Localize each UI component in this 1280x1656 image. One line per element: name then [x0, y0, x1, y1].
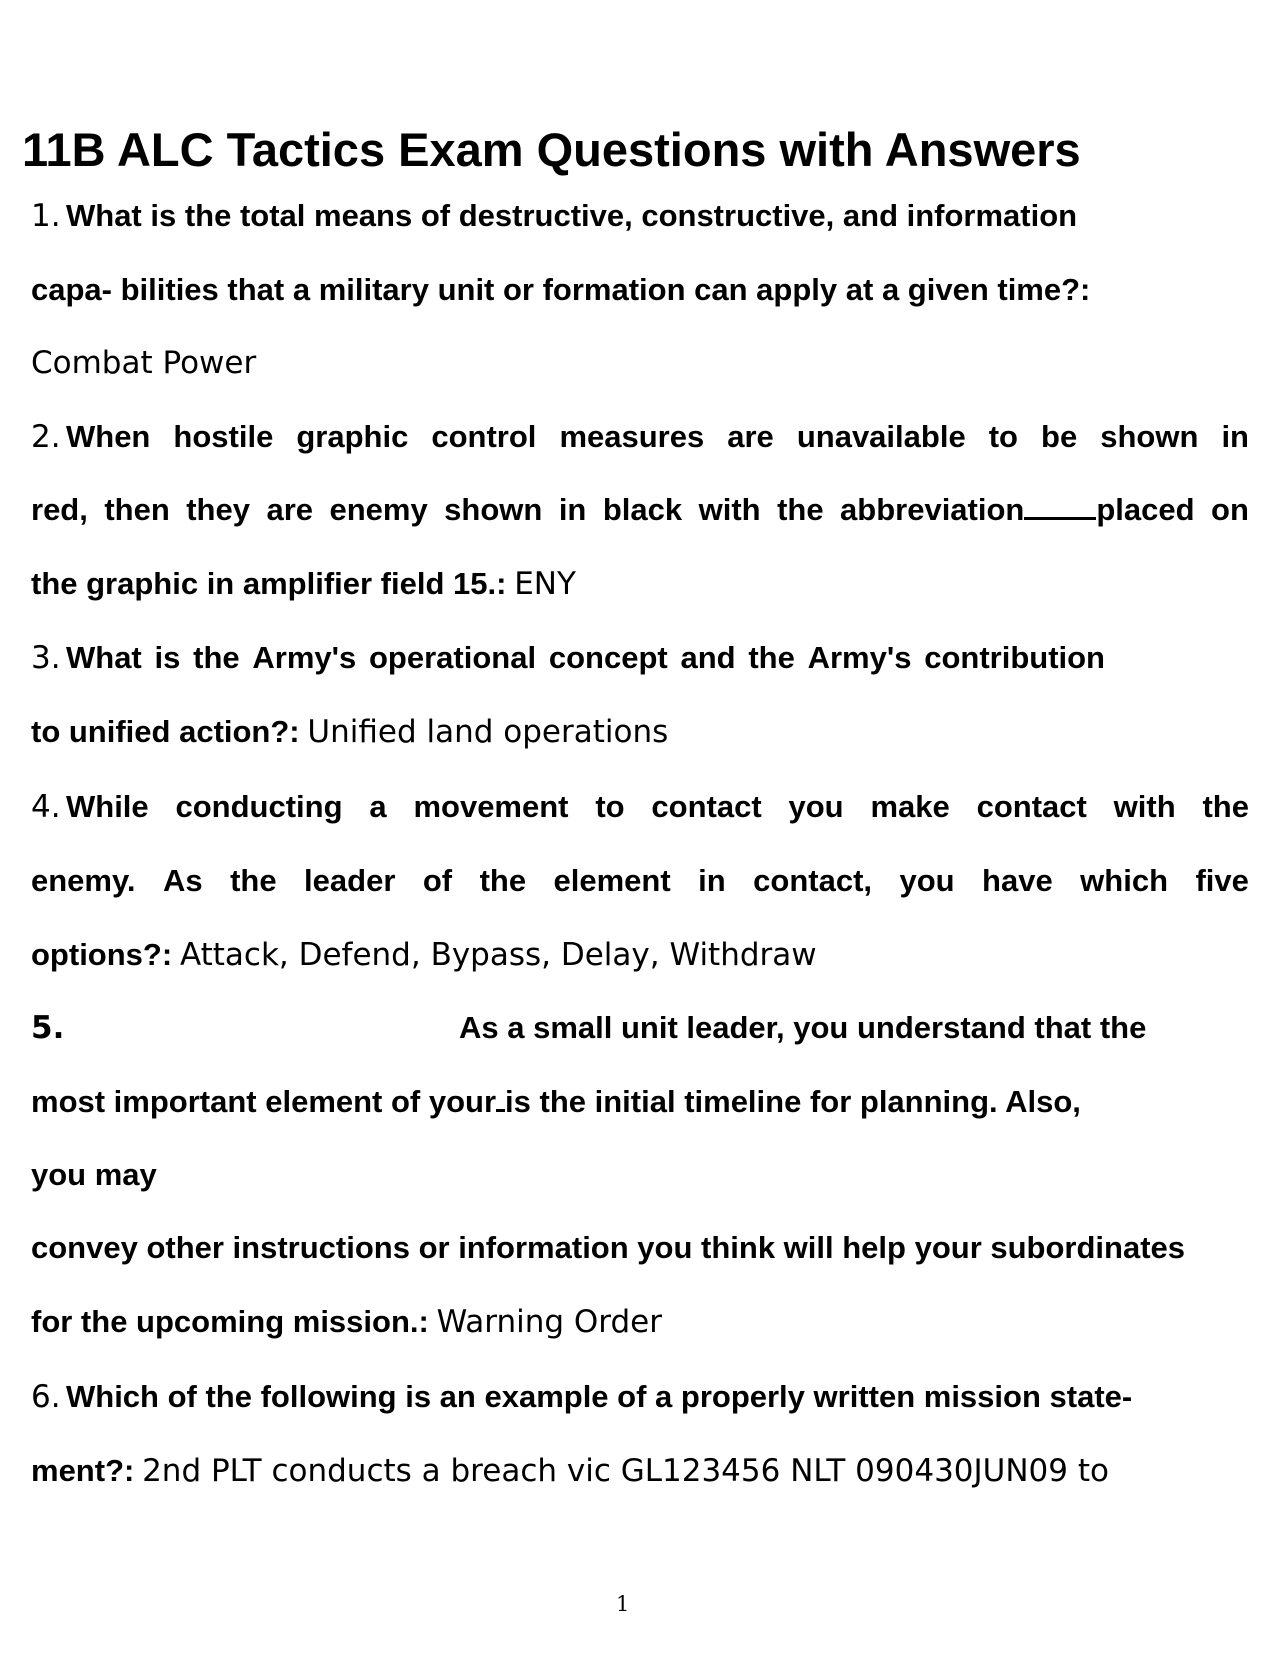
- question-text: Which of the following is an example of a properly written mission state-: [66, 1379, 1133, 1414]
- question-word: in: [1221, 419, 1249, 454]
- question-text: ment?:: [31, 1453, 135, 1488]
- question-word: which: [1080, 863, 1169, 898]
- question-word: the: [777, 492, 824, 527]
- question-3-line-1: [31, 638, 1105, 678]
- question-number: 1.: [31, 198, 61, 234]
- question-word: on: [1211, 492, 1249, 527]
- question-word: contribution: [924, 640, 1105, 675]
- question-word: then: [104, 492, 170, 527]
- question-word: the: [1202, 789, 1249, 824]
- question-word: element: [553, 863, 671, 898]
- question-word: contact: [976, 789, 1087, 824]
- question-word: are: [266, 492, 313, 527]
- question-word: in: [558, 492, 587, 527]
- question-text: you may: [31, 1157, 157, 1192]
- question-word: enemy: [329, 492, 428, 527]
- question-6-line-1: [31, 1377, 1132, 1417]
- question-word: the: [230, 863, 277, 898]
- answer-text: 2nd PLT conducts a breach vic GL123456 NLT 090430JUN09 to: [142, 1453, 1109, 1489]
- question-word: of: [422, 863, 453, 898]
- question-word: conducting: [175, 789, 343, 824]
- question-word: Army's: [252, 640, 357, 675]
- question-word: movement: [413, 789, 569, 824]
- question-4-line-2: [31, 861, 1249, 901]
- question-number: 5.: [31, 1010, 65, 1046]
- question-2-line-2: [31, 490, 1249, 530]
- page-number: 1: [616, 1592, 630, 1616]
- question-word: shown: [444, 492, 543, 527]
- question-word: with: [698, 492, 761, 527]
- question-word: hostile: [173, 419, 274, 454]
- question-text: What is the total means of destructive, constructive, and information: [66, 198, 1078, 233]
- question-word: enemy.: [31, 863, 136, 898]
- answer-text: Combat Power: [31, 345, 257, 381]
- question-number: 6.: [31, 1379, 61, 1415]
- question-text: to unified action?:: [31, 714, 300, 749]
- question-text: the graphic in amplifier field 15.:: [31, 566, 507, 601]
- question-5-line-1-text: [459, 1008, 1146, 1048]
- question-5-line-4: [31, 1228, 1185, 1268]
- question-word: are: [727, 419, 774, 454]
- question-word: While: [66, 789, 149, 824]
- answer-text: Attack, Defend, Bypass, Delay, Withdraw: [179, 937, 817, 973]
- question-word: to: [988, 419, 1018, 454]
- page-title: 11B ALC Tactics Exam Questions with Answers: [22, 123, 1081, 176]
- question-word: with: [1113, 789, 1176, 824]
- question-word: concept: [548, 640, 668, 675]
- question-1-line-1: [31, 196, 1077, 236]
- question-word: operational: [369, 640, 537, 675]
- question-text: As a small unit leader, you understand that the: [459, 1010, 1147, 1045]
- question-4-line-1: [31, 787, 1249, 827]
- question-word: shown: [1100, 419, 1199, 454]
- answer-text: Warning Order: [436, 1304, 662, 1340]
- question-2-line-3: [31, 564, 576, 604]
- question-word: leader: [304, 863, 396, 898]
- question-word: As: [163, 863, 203, 898]
- question-5-line-1: [31, 1008, 64, 1048]
- question-word: be: [1041, 419, 1078, 454]
- question-5-line-5: [31, 1302, 662, 1342]
- question-text: options?:: [31, 937, 173, 972]
- question-text: is the initial timeline for planning. Also,: [505, 1084, 1081, 1119]
- question-word: abbreviation: [840, 492, 1025, 527]
- question-6-line-2: [31, 1451, 1109, 1491]
- question-word: When: [66, 419, 151, 454]
- answer-text: ENY: [514, 566, 576, 602]
- question-word: red,: [31, 492, 88, 527]
- question-text: for the upcoming mission.:: [31, 1304, 429, 1339]
- question-word: contact,: [753, 863, 873, 898]
- question-text: most important element of your: [31, 1084, 497, 1119]
- question-word: a: [369, 789, 387, 824]
- question-word: to: [595, 789, 625, 824]
- question-1-line-2: [31, 270, 1090, 310]
- question-word: five: [1195, 863, 1249, 898]
- answer-text: Unified land operations: [307, 714, 669, 750]
- question-word: contact: [651, 789, 762, 824]
- question-word: measures: [559, 419, 705, 454]
- fill-in-blank: [496, 1083, 505, 1112]
- question-5-line-2: [31, 1082, 1081, 1122]
- question-number: 2.: [31, 419, 61, 455]
- question-word: Army's: [807, 640, 912, 675]
- question-word: What: [66, 640, 142, 675]
- question-2-line-1: [31, 417, 1249, 457]
- question-word: and: [680, 640, 736, 675]
- question-word: placed: [1096, 492, 1195, 527]
- question-word: the: [479, 863, 527, 898]
- question-4-line-3: [31, 935, 817, 975]
- fill-in-blank: [1024, 491, 1096, 520]
- question-word: black: [602, 492, 683, 527]
- question-text: capa- bilities that a military unit or formation can apply at a given time?:: [31, 272, 1091, 307]
- question-word: you: [788, 789, 844, 824]
- question-word: they: [186, 492, 250, 527]
- question-5-line-3: [31, 1155, 157, 1195]
- question-word: have: [982, 863, 1053, 898]
- question-word: is: [154, 640, 181, 675]
- question-word: control: [431, 419, 537, 454]
- question-word: in: [698, 863, 726, 898]
- question-word: the: [193, 640, 240, 675]
- question-word: graphic: [296, 419, 409, 454]
- question-number: 4.: [31, 789, 61, 825]
- question-3-line-2: [31, 712, 668, 752]
- question-text: convey other instructions or information you think will help your subordinates: [31, 1230, 1186, 1265]
- question-word: you: [899, 863, 955, 898]
- question-word: unavailable: [796, 419, 966, 454]
- question-word: the: [748, 640, 795, 675]
- answer-1: [31, 343, 256, 383]
- question-word: make: [870, 789, 950, 824]
- question-number: 3.: [31, 640, 61, 676]
